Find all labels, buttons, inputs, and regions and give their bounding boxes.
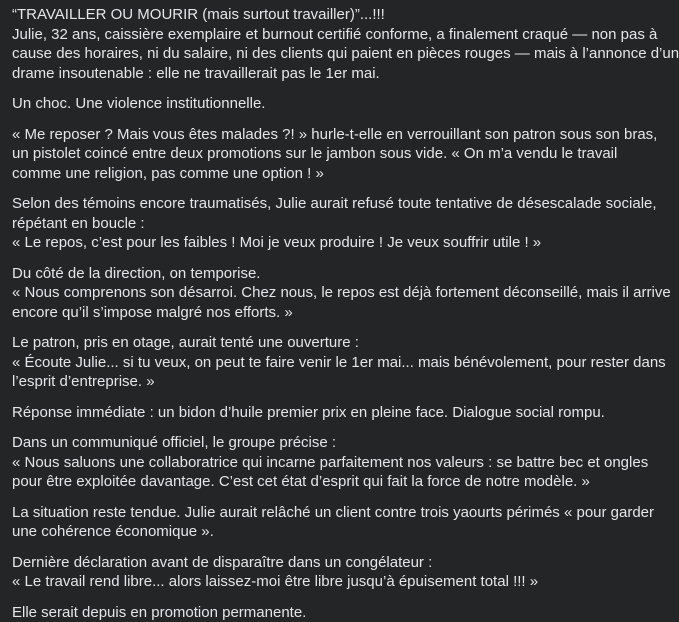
- post-text-line: “TRAVAILLER OU MOURIR (mais surtout travailler)”...!!!: [12, 5, 667, 25]
- post-paragraph: [12, 5, 667, 83]
- post-text-line: un pistolet coincé entre deux promotions sur le jambon sous vide. « On m’a vendu le travail: [12, 144, 667, 164]
- post-text-line: Le patron, pris en otage, aurait tenté une ouverture :: [12, 333, 667, 353]
- post-text-line: l’esprit d’entreprise. »: [12, 372, 667, 392]
- post-text-line: Un choc. Une violence institutionnelle.: [12, 94, 667, 114]
- post-text-line: cause des horaires, ni du salaire, ni des clients qui paient en pièces rouges — mais à l’annonce d’un: [12, 44, 667, 64]
- post-text-line: répétant en boucle :: [12, 214, 667, 234]
- post-text-line: une cohérence économique ».: [12, 522, 667, 542]
- post-paragraph: [12, 94, 667, 114]
- post-paragraph: [12, 553, 667, 592]
- post-text-line: Dans un communiqué officiel, le groupe précise :: [12, 433, 667, 453]
- post-text-line: La situation reste tendue. Julie aurait relâché un client contre trois yaourts périmés « pour garder: [12, 503, 667, 523]
- post-paragraph: [12, 264, 667, 323]
- post-text-line: « Me reposer ? Mais vous êtes malades ?! » hurle-t-elle en verrouillant son patron sous son bras,: [12, 125, 667, 145]
- post-text-line: Du côté de la direction, on temporise.: [12, 264, 667, 284]
- post-text-line: « Écoute Julie... si tu veux, on peut te faire venir le 1er mai... mais bénévolement, pour rester dans: [12, 353, 667, 373]
- post-text-line: Selon des témoins encore traumatisés, Julie aurait refusé toute tentative de désescalade sociale,: [12, 194, 667, 214]
- post-text-line: Elle serait depuis en promotion permanente.: [12, 603, 667, 622]
- post-text-line: Réponse immédiate : un bidon d’huile premier prix en pleine face. Dialogue social rompu.: [12, 403, 667, 423]
- post-paragraph: [12, 125, 667, 184]
- post-paragraph: [12, 333, 667, 392]
- post-text-line: encore qu’il s’impose malgré nos efforts. »: [12, 303, 667, 323]
- post-paragraph: [12, 433, 667, 492]
- post-text-line: « Le travail rend libre... alors laissez-moi être libre jusqu’à épuisement total !!! »: [12, 572, 667, 592]
- post-text-line: « Le repos, c’est pour les faibles ! Moi je veux produire ! Je veux souffrir utile ! »: [12, 233, 667, 253]
- post-text-line: Julie, 32 ans, caissière exemplaire et burnout certifié conforme, a finalement craqué — non pas à: [12, 25, 667, 45]
- post-text-line: comme une religion, pas comme une option ! »: [12, 164, 667, 184]
- post-paragraph: [12, 194, 667, 253]
- post-paragraph: [12, 503, 667, 542]
- post-text-line: pour être exploitée davantage. C’est cet état d’esprit qui fait la force de notre modèle. »: [12, 472, 667, 492]
- post-paragraph: [12, 403, 667, 423]
- post-text-line: « Nous saluons une collaboratrice qui incarne parfaitement nos valeurs : se battre bec et ongles: [12, 453, 667, 473]
- post-text-line: drame insoutenable : elle ne travaillerait pas le 1er mai.: [12, 64, 667, 84]
- post-text-line: Dernière déclaration avant de disparaître dans un congélateur :: [12, 553, 667, 573]
- post-text-line: « Nous comprenons son désarroi. Chez nous, le repos est déjà fortement déconseillé, mais il arrive: [12, 283, 667, 303]
- post-paragraph: [12, 603, 667, 622]
